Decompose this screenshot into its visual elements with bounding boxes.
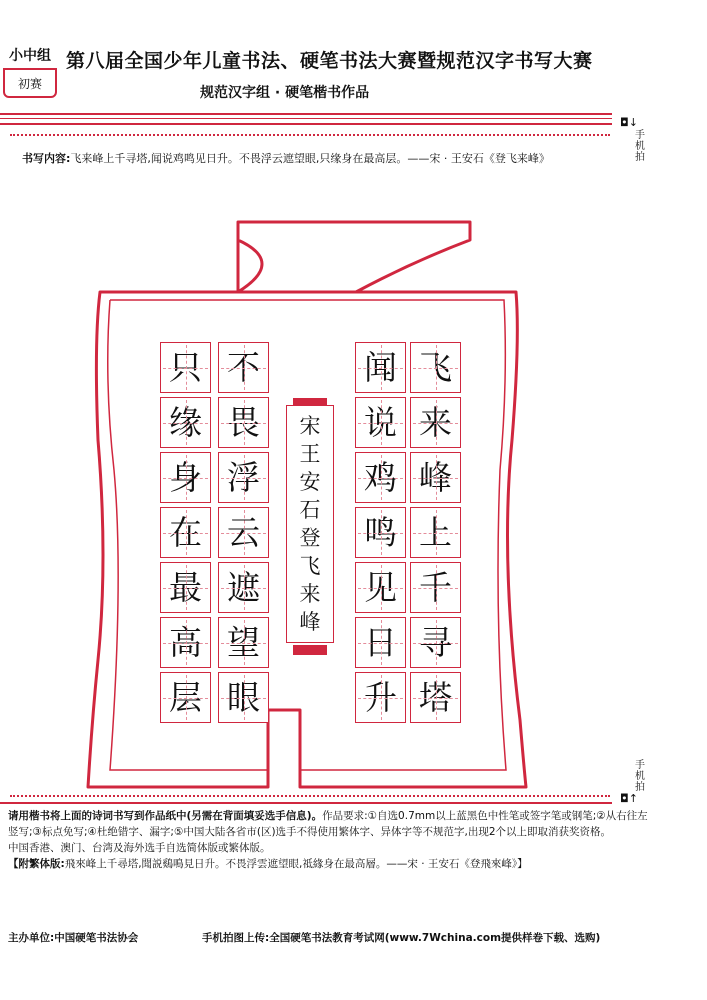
poem-character: 峰 xyxy=(419,458,452,497)
poem-character: 飞 xyxy=(419,348,452,387)
poem-character: 缘 xyxy=(169,403,202,442)
grid-cell xyxy=(218,397,269,448)
traditional-text: 飛來峰上千尋塔,聞説鷄鳴見日升。不畏浮雲遮望眼,祗緣身在最高層。——宋 · 王安石《登飛來峰》】 xyxy=(64,858,528,870)
grid-cell xyxy=(410,507,461,558)
author-tab-bottom xyxy=(293,645,327,655)
group-name: 小中组 xyxy=(3,44,57,70)
grid-cell xyxy=(160,672,211,723)
poem-character: 上 xyxy=(419,513,452,552)
grid-cell xyxy=(410,562,461,613)
poem-character: 在 xyxy=(169,513,202,552)
poem-column-2 xyxy=(355,342,406,723)
poem-character: 眼 xyxy=(227,678,260,717)
poem-column-1 xyxy=(410,342,461,723)
poem-character: 闻 xyxy=(364,348,397,387)
poem-character: 浮 xyxy=(227,458,260,497)
grid-cell xyxy=(355,617,406,668)
poem-character: 说 xyxy=(364,403,397,442)
poem-character: 高 xyxy=(169,623,202,662)
poem-character: 升 xyxy=(364,678,397,717)
poem-column-3 xyxy=(218,342,269,723)
poem-character: 云 xyxy=(227,513,260,552)
poem-character: 见 xyxy=(364,568,397,607)
grid-cell xyxy=(160,342,211,393)
round-label: 初赛 xyxy=(17,77,42,91)
grid-cell xyxy=(160,617,211,668)
grid-cell xyxy=(218,507,269,558)
grid-cell xyxy=(160,562,211,613)
poem-character: 最 xyxy=(169,568,202,607)
grid-cell xyxy=(160,507,211,558)
poem-character: 日 xyxy=(364,623,397,662)
poem-character: 来 xyxy=(419,403,452,442)
grid-cell xyxy=(355,562,406,613)
requirements-lead: 请用楷书将上面的诗词书写到作品纸中(另需在背面填妥选手信息)。 xyxy=(8,810,323,822)
content-text: 飞来峰上千寻塔,闻说鸡鸣见日升。不畏浮云遮望眼,只缘身在最高层。——宋 · 王安石《登飞来峰》 xyxy=(70,152,550,165)
grid-cell xyxy=(410,452,461,503)
author-character: 石 xyxy=(299,497,321,522)
author-character: 飞 xyxy=(299,553,321,578)
poem-character: 层 xyxy=(169,678,202,717)
phone-photo-note-top: 手机拍 xyxy=(635,130,645,163)
author-character: 登 xyxy=(299,525,321,550)
poem-character: 不 xyxy=(227,348,260,387)
traditional-label: 【附繁体版: xyxy=(8,858,65,870)
grid-cell xyxy=(160,397,211,448)
grid-cell xyxy=(355,672,406,723)
grid-cell xyxy=(355,452,406,503)
author-column xyxy=(286,405,334,643)
grid-cell xyxy=(218,672,269,723)
content-label: 书写内容: xyxy=(22,152,71,165)
footer-dotted-line xyxy=(10,795,610,797)
poem-character: 塔 xyxy=(419,678,452,717)
camera-arrow-up-icon: ◘↑ xyxy=(620,792,638,805)
grid-cell xyxy=(355,397,406,448)
poem-character: 鸣 xyxy=(364,513,397,552)
page-subtitle: 规范汉字组 · 硬笔楷书作品 xyxy=(200,85,370,101)
grid-cell xyxy=(355,342,406,393)
poem-character: 遮 xyxy=(227,568,260,607)
grid-cell xyxy=(410,672,461,723)
grid-cell xyxy=(355,507,406,558)
grid-cell xyxy=(218,617,269,668)
requirements-hk-note: 中国香港、澳门、台湾及海外选手自选简体版或繁体版。 xyxy=(8,842,271,854)
grid-cell xyxy=(160,452,211,503)
poem-character: 寻 xyxy=(419,623,452,662)
poem-character: 畏 xyxy=(227,403,260,442)
grid-cell xyxy=(410,397,461,448)
camera-arrow-down-icon: ◘↓ xyxy=(620,116,638,129)
footer-rule xyxy=(0,802,612,804)
author-character: 安 xyxy=(299,469,321,494)
requirements-rest: 作品要求:①自选0.7mm以上蓝黑色中性笔或签字笔或钢笔;②从右往左竖写;③标点免写;④杜绝错字、漏字;⑤中国大陆各省市(区)选手不得使用繁体字、异体字等不规范字,出现2个以上即取消获奖资格。 xyxy=(8,810,648,838)
upload-info: 手机拍图上传:全国硬笔书法教育考试网(www.7Wchina.com提供样卷下载、选购) xyxy=(202,932,601,944)
author-character: 王 xyxy=(299,441,321,466)
grid-cell xyxy=(410,342,461,393)
poem-character: 身 xyxy=(169,458,202,497)
poem-character: 只 xyxy=(169,348,202,387)
page-title: 第八届全国少年儿童书法、硬笔书法大赛暨规范汉字书写大赛 xyxy=(66,50,593,72)
grid-cell xyxy=(410,617,461,668)
author-character: 来 xyxy=(299,581,321,606)
phone-photo-note-bottom: 手机拍 xyxy=(635,760,645,793)
grid-cell xyxy=(218,562,269,613)
poem-character: 望 xyxy=(227,623,260,662)
organizer: 主办单位:中国硬笔书法协会 xyxy=(8,932,139,944)
grid-cell xyxy=(218,342,269,393)
requirements-block xyxy=(8,808,648,872)
grid-cell xyxy=(218,452,269,503)
poem-character: 鸡 xyxy=(364,458,397,497)
author-character: 峰 xyxy=(299,609,321,634)
author-character: 宋 xyxy=(299,413,321,438)
poem-column-4 xyxy=(160,342,211,723)
poem-character: 千 xyxy=(419,568,452,607)
